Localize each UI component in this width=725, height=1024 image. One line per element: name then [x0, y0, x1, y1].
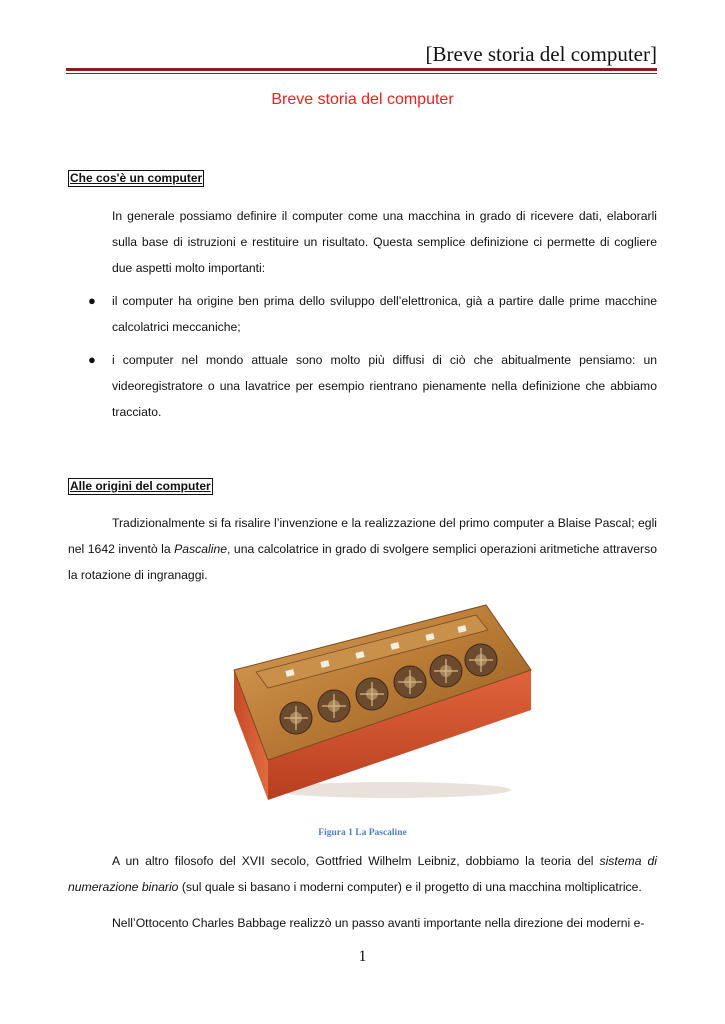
paragraph-text: (sul quale si basano i moderni computer) e il progetto di una macchina moltiplicatrice.	[178, 880, 642, 894]
pascaline-illustration	[226, 600, 536, 810]
emphasis-binary-system: sistema di numerazione binario	[68, 854, 657, 894]
paragraph-text: A un altro filosofo del XVII secolo, Gottfried Wilhelm Leibniz, dobbiamo la teoria del	[112, 854, 600, 868]
header-rule-thick	[66, 68, 657, 71]
section-heading-origins: Alle origini del computer	[70, 479, 211, 493]
bullet-icon: ●	[88, 352, 96, 367]
pascaline-figure	[226, 600, 536, 810]
paragraph-text: Tradizionalmente si fa risalire l’invenzione e la realizzazione del primo computer a Blaise Pascal; egli nel 1642 inventò la	[68, 516, 657, 556]
emphasis-pascaline: Pascaline	[174, 542, 228, 556]
section2-paragraph-leibniz	[68, 848, 657, 900]
document-title: Breve storia del computer	[271, 91, 454, 108]
figure-caption: Figura 1 La Pascaline	[318, 828, 407, 838]
header-rule-thin	[66, 73, 657, 74]
list-item: il computer ha origine ben prima dello sviluppo dell’elettronica, già a partire dalle prime macchine calcolatrici meccaniche;	[112, 294, 657, 334]
section1-intro-paragraph: In generale possiamo definire il computer come una macchina in grado di ricevere dati, elaborarli sulla base di istruzioni e restituire un risultato. Questa semplice definizione ci permette di cogliere due aspetti molto importanti:	[112, 209, 657, 275]
bullet-icon: ●	[88, 293, 96, 308]
running-title: [Breve storia del computer]	[425, 42, 657, 66]
list-item: i computer nel mondo attuale sono molto più diffusi di ciò che abitualmente pensiamo: un videoregistratore o una lavatrice per esempio rientrano pienamente nella definizione che abbiamo tracciato.	[112, 353, 657, 419]
page-number: 1	[358, 948, 367, 965]
section2-paragraph-pascal	[68, 510, 657, 588]
page-header	[66, 40, 657, 74]
paragraph-text: , una calcolatrice in grado di svolgere semplici operazioni aritmetiche attraverso la rotazione di ingranaggi.	[68, 542, 657, 582]
section-heading-what-is-computer: Che cos'è un computer	[70, 171, 203, 185]
section2-paragraph-babbage: Nell’Ottocento Charles Babbage realizzò un passo avanti importante nella direzione dei moderni e-	[112, 916, 645, 930]
